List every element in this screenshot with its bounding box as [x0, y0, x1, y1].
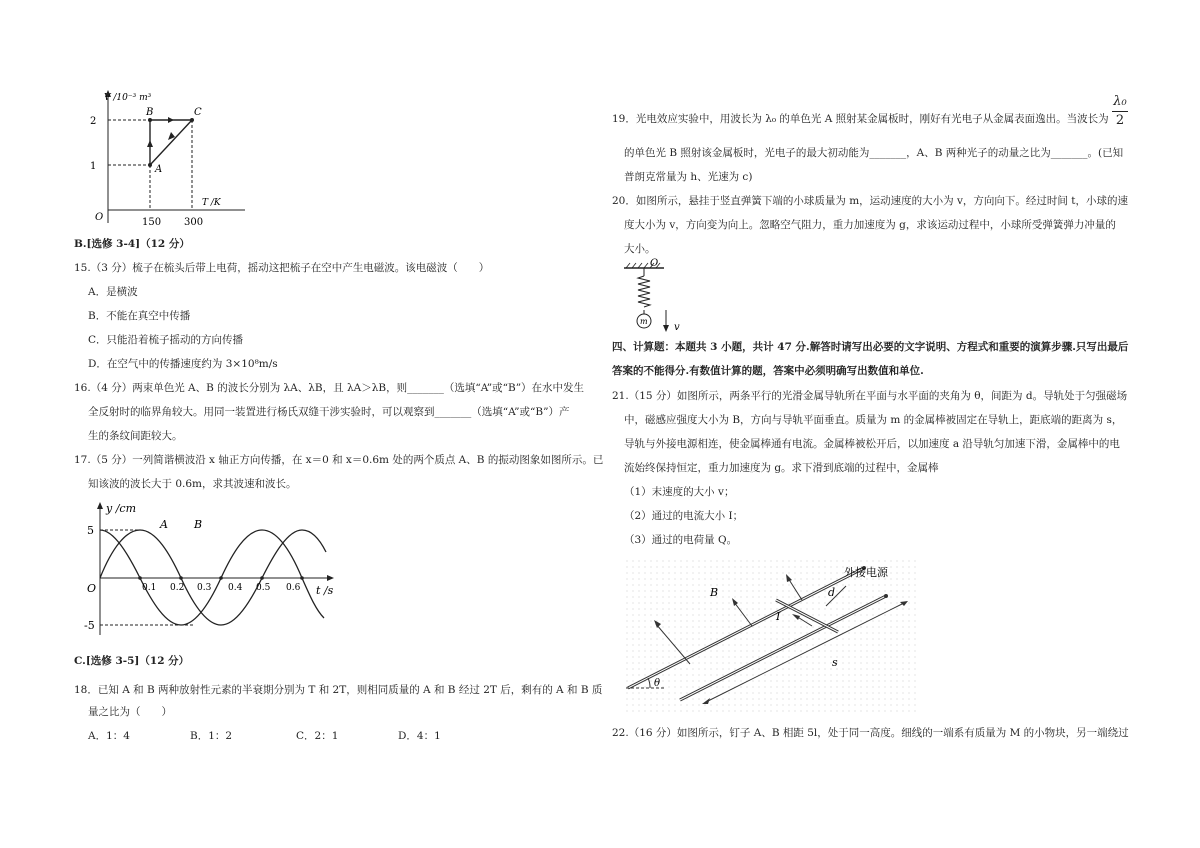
rail-d-label: d	[828, 586, 836, 599]
wave-x-tick: 0.4	[228, 583, 243, 593]
wave-x-tick: 0.2	[170, 583, 185, 593]
q19-fraction	[1112, 94, 1128, 129]
q15-stem: 15.（3 分）梳子在梳头后带上电荷，摇动这把梳子在空中产生电磁波。该电磁波（ ）	[74, 262, 490, 274]
spring-figure	[624, 258, 694, 333]
q18-line1: 18．已知 A 和 B 两种放射性元素的半衰期分别为 T 和 2T，则相同质量的 A 和 B 经过 2T 后，剩有的 A 和 B 质	[74, 684, 603, 696]
wave-curve-b-label: B	[194, 518, 203, 531]
q21-sub2: （2）通过的电流大小 I；	[624, 510, 744, 522]
q21-sub3: （3）通过的电荷量 Q。	[624, 534, 738, 546]
section-b-heading: B.[选修 3-4]（12 分）	[74, 238, 190, 250]
wave-x-tick: 0.3	[197, 583, 212, 593]
rail-figure	[626, 560, 916, 715]
wave-origin: O	[87, 582, 97, 595]
rail-s-label: s	[832, 656, 838, 669]
q19-line2: 的单色光 B 照射该金属板时，光电子的最大初动能为_______，A、B 两种光子的动量之比为_______。(已知	[624, 147, 1124, 159]
rail-current-label: I	[776, 610, 781, 623]
wave-x-tick: 0.5	[256, 583, 271, 593]
wave-x-tick: 0.1	[142, 583, 157, 593]
wave-curve-a-label: A	[160, 518, 168, 531]
section-c-heading: C.[选修 3-5]（12 分）	[74, 655, 190, 667]
wave-y-min: -5	[84, 619, 95, 632]
q18-line2: 量之比为（ ）	[88, 706, 172, 718]
vt-x-axis: T /K	[202, 198, 221, 208]
q15-option-b: B．不能在真空中传播	[88, 310, 191, 322]
q21-sub1: （1）末速度的大小 v；	[624, 486, 735, 498]
vt-point-b: B	[146, 107, 154, 118]
q21-line3: 导轨与外接电源相连，使金属棒通有电流。金属棒被松开后，以加速度 a 沿导轨匀加速下滑，金属棒中的电	[624, 438, 1120, 450]
vt-origin: O	[95, 212, 104, 223]
q16-line3: 生的条纹间距较大。	[88, 430, 183, 442]
section-iv-line1: 四、计算题：本题共 3 小题，共计 47 分.解答时请写出必要的文字说明、方程式和重要的演算步骤.只写出最后	[612, 341, 1129, 353]
q15-option-c: C．只能沿着梳子摇动的方向传播	[88, 334, 244, 346]
q21-line4: 流始终保持恒定，重力加速度为 g。求下滑到底端的过程中，金属棒	[624, 462, 939, 474]
vt-x-tick: 150	[142, 217, 162, 228]
wave-y-axis: y /cm	[106, 502, 137, 515]
q19-line1: 19．光电效应实验中，用波长为 λ₀ 的单色光 A 照射某金属板时，刚好有光电子从金属表面逸出。当波长为	[612, 113, 1109, 125]
q19-line3: 普朗克常量为 h、光速为 c)	[624, 171, 753, 183]
q16-line1: 16.（4 分）两束单色光 A、B 的波长分别为 λA、λB，且 λA＞λB，则_______（选填“A”或“B”）在水中发生	[74, 382, 585, 394]
q20-line1: 20．如图所示，悬挂于竖直弹簧下端的小球质量为 m，运动速度的大小为 v，方向向下。经过时间 t，小球的速	[612, 195, 1128, 207]
q18-option-d: D．4：1	[398, 730, 441, 742]
q21-line2: 中，磁感应强度大小为 B，方向与导轨平面垂直。质量为 m 的金属棒被固定在导轨上，距底端的距离为 s，	[624, 414, 1123, 426]
spring-velocity-label: v	[674, 322, 680, 333]
vt-y-axis: V /10⁻³ m³	[104, 93, 152, 103]
q18-option-c: C．2：1	[296, 730, 339, 742]
wave-graph	[84, 500, 344, 640]
section-iv-line2: 答案的不能得分.有数值计算的题，答案中必须明确写出数值和单位.	[612, 365, 924, 377]
vt-graph	[90, 88, 260, 233]
fraction-denominator: 2	[1115, 113, 1125, 128]
q16-line2: 全反射时的临界角较大。用同一装置进行杨氏双缝干涉实验时，可以观察到_______（选填“A”或“B”）产	[88, 406, 570, 418]
wave-x-tick: 0.6	[286, 583, 301, 593]
q17-line2: 知该波的波长大于 0.6m，求其波速和波长。	[88, 478, 297, 490]
q22-line1: 22.（16 分）如图所示，钉子 A、B 相距 5l，处于同一高度。细线的一端系有质量为 M 的小物块，另一端绕过	[612, 727, 1129, 739]
q18-option-b: B．1：2	[190, 730, 233, 742]
q20-line2: 度大小为 v，方向变为向上。忽略空气阻力，重力加速度为 g，求该运动过程中，小球所受弹簧弹力冲量的	[624, 219, 1116, 231]
fraction-numerator: λ₀	[1113, 94, 1127, 109]
spring-top-label: O	[650, 258, 659, 269]
q17-line1: 17.（5 分）一列简谐横波沿 x 轴正方向传播，在 x＝0 和 x＝0.6m 处的两个质点 A、B 的振动图象如图所示。已	[74, 454, 604, 466]
q18-option-a: A．1：4	[88, 730, 130, 742]
vt-point-a: A	[155, 164, 163, 175]
vt-y-tick: 1	[90, 161, 97, 172]
spring-ball-label: m	[640, 317, 648, 326]
q15-option-d: D．在空气中的传播速度约为 3×10⁸m/s	[88, 358, 278, 370]
q20-line3: 大小。	[624, 243, 656, 255]
vt-point-c: C	[194, 107, 202, 118]
rail-b-label: B	[710, 586, 719, 599]
wave-y-max: 5	[87, 524, 94, 537]
vt-y-tick: 2	[90, 116, 97, 127]
wave-x-axis: t /s	[316, 584, 334, 597]
q15-option-a: A．是横波	[88, 286, 138, 298]
rail-theta-label: θ	[654, 678, 661, 689]
rail-power-label: 外接电源	[844, 566, 888, 579]
vt-x-tick: 300	[184, 217, 204, 228]
q21-line1: 21.（15 分）如图所示，两条平行的光滑金属导轨所在平面与水平面的夹角为 θ，间距为 d。导轨处于匀强磁场	[612, 390, 1128, 402]
